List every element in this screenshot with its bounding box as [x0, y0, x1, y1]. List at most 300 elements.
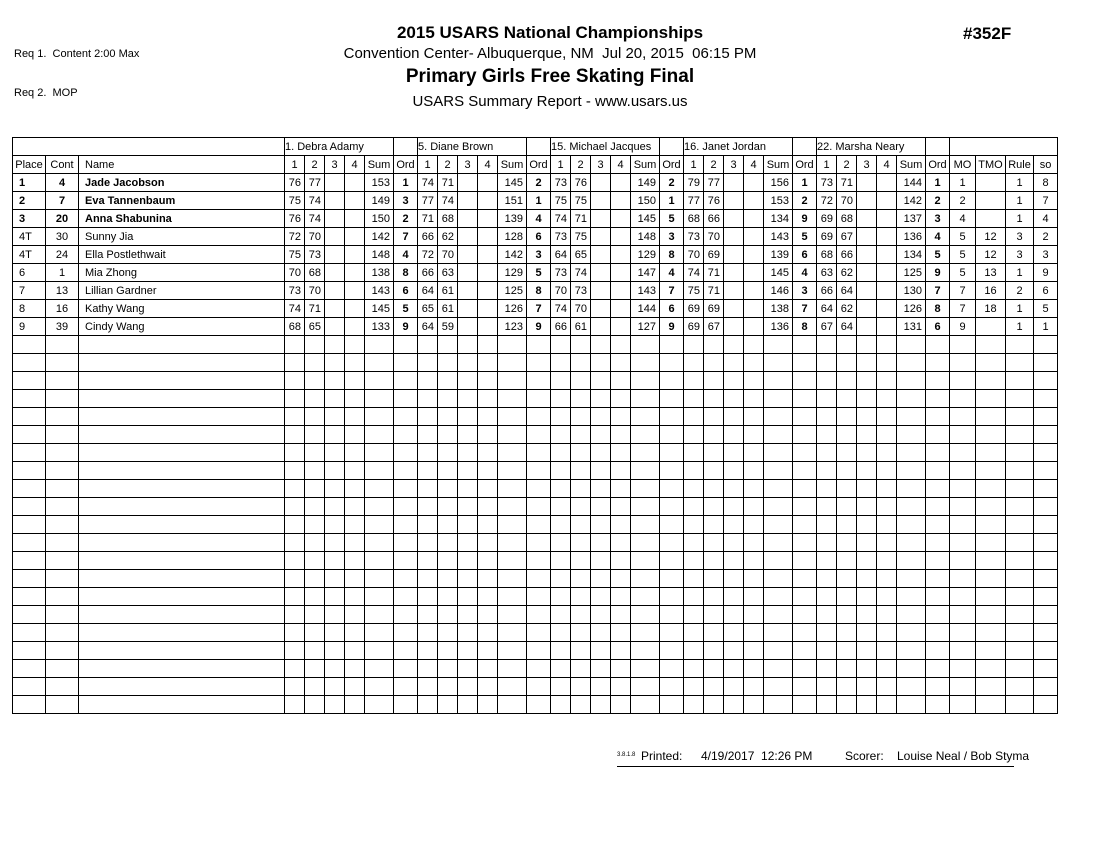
empty-cell [704, 480, 724, 498]
sum-cell: 127 [631, 318, 660, 336]
empty-cell [345, 570, 365, 588]
score-cell [611, 318, 631, 336]
empty-cell [744, 606, 764, 624]
empty-cell [976, 372, 1006, 390]
empty-cell [764, 426, 793, 444]
empty-row [13, 552, 1058, 570]
empty-cell [631, 444, 660, 462]
score-cell: 73 [285, 282, 305, 300]
empty-cell [744, 336, 764, 354]
empty-cell [976, 534, 1006, 552]
empty-cell [877, 534, 897, 552]
score-cell: 68 [305, 264, 325, 282]
empty-cell [498, 354, 527, 372]
empty-cell [897, 480, 926, 498]
empty-cell [950, 444, 976, 462]
empty-cell [571, 516, 591, 534]
event-number: #352F [963, 24, 1012, 43]
empty-cell [79, 408, 285, 426]
empty-cell [631, 390, 660, 408]
empty-cell [394, 408, 418, 426]
empty-cell [1034, 408, 1058, 426]
score-cell [345, 318, 365, 336]
empty-cell [527, 678, 551, 696]
score-cell [724, 192, 744, 210]
empty-cell [837, 444, 857, 462]
score-cell [345, 228, 365, 246]
empty-cell [1034, 552, 1058, 570]
empty-cell [438, 570, 458, 588]
empty-cell [926, 372, 950, 390]
empty-cell [438, 606, 458, 624]
empty-cell [857, 588, 877, 606]
tmo-cell: 18 [976, 300, 1006, 318]
score-cell: 76 [285, 174, 305, 192]
score-cell [744, 192, 764, 210]
empty-cell [527, 498, 551, 516]
spacer-cell [13, 138, 285, 156]
empty-cell [660, 426, 684, 444]
score-cell: 71 [418, 210, 438, 228]
empty-cell [1034, 624, 1058, 642]
empty-cell [976, 588, 1006, 606]
empty-cell [744, 678, 764, 696]
empty-cell [837, 372, 857, 390]
empty-cell [926, 516, 950, 534]
empty-cell [976, 642, 1006, 660]
empty-cell [744, 462, 764, 480]
so-cell: 7 [1034, 192, 1058, 210]
so-cell: 2 [1034, 228, 1058, 246]
empty-cell [365, 534, 394, 552]
score-cell: 59 [438, 318, 458, 336]
score-cell [458, 192, 478, 210]
judge-name-cell: 5. Diane Brown [418, 138, 527, 156]
empty-cell [79, 426, 285, 444]
score-cell: 66 [837, 246, 857, 264]
empty-row [13, 516, 1058, 534]
contestant-number-cell: 39 [46, 318, 79, 336]
empty-cell [837, 696, 857, 714]
empty-cell [704, 426, 724, 444]
empty-cell [325, 390, 345, 408]
empty-cell [817, 678, 837, 696]
empty-cell [1034, 336, 1058, 354]
empty-cell [631, 516, 660, 534]
empty-cell [438, 498, 458, 516]
sum-cell: 138 [764, 300, 793, 318]
empty-cell [704, 534, 724, 552]
empty-cell [345, 408, 365, 426]
empty-cell [793, 624, 817, 642]
sum-cell: 144 [631, 300, 660, 318]
cont-header: Cont [46, 156, 79, 174]
empty-cell [926, 552, 950, 570]
empty-cell [498, 552, 527, 570]
tmo-cell: 12 [976, 228, 1006, 246]
empty-cell [764, 606, 793, 624]
right-col-header: MO [950, 156, 976, 174]
sum-cell: 137 [897, 210, 926, 228]
empty-cell [478, 390, 498, 408]
score-col-header: 3 [458, 156, 478, 174]
empty-cell [926, 696, 950, 714]
empty-cell [394, 390, 418, 408]
empty-cell [345, 336, 365, 354]
empty-cell [950, 426, 976, 444]
empty-cell [438, 516, 458, 534]
empty-cell [345, 606, 365, 624]
skater-name-cell: Ella Postlethwait [79, 246, 285, 264]
empty-cell [793, 372, 817, 390]
empty-cell [877, 444, 897, 462]
empty-cell [365, 480, 394, 498]
score-cell [345, 282, 365, 300]
empty-cell [345, 552, 365, 570]
score-cell [458, 282, 478, 300]
empty-cell [877, 372, 897, 390]
empty-cell [527, 570, 551, 588]
empty-cell [345, 624, 365, 642]
score-col-header: Sum [631, 156, 660, 174]
empty-cell [976, 462, 1006, 480]
empty-cell [571, 660, 591, 678]
empty-cell [285, 498, 305, 516]
empty-cell [631, 624, 660, 642]
empty-cell [478, 336, 498, 354]
empty-cell [744, 696, 764, 714]
empty-cell [877, 426, 897, 444]
empty-cell [438, 408, 458, 426]
empty-cell [684, 462, 704, 480]
score-cell [857, 300, 877, 318]
empty-row [13, 642, 1058, 660]
empty-cell [976, 444, 1006, 462]
empty-cell [458, 408, 478, 426]
empty-cell [744, 390, 764, 408]
empty-cell [13, 570, 46, 588]
empty-cell [345, 390, 365, 408]
score-cell [458, 264, 478, 282]
score-col-header: 1 [684, 156, 704, 174]
empty-cell [764, 570, 793, 588]
score-cell: 62 [438, 228, 458, 246]
empty-cell [285, 516, 305, 534]
empty-cell [551, 498, 571, 516]
empty-cell [976, 354, 1006, 372]
score-col-header: Sum [498, 156, 527, 174]
empty-cell [498, 336, 527, 354]
sum-cell: 145 [365, 300, 394, 318]
empty-cell [285, 552, 305, 570]
empty-cell [611, 660, 631, 678]
score-cell [325, 174, 345, 192]
empty-cell [571, 570, 591, 588]
empty-cell [394, 426, 418, 444]
score-cell: 73 [305, 246, 325, 264]
empty-cell [478, 660, 498, 678]
score-cell [478, 210, 498, 228]
score-cell [591, 264, 611, 282]
empty-cell [478, 624, 498, 642]
contestant-number-cell: 30 [46, 228, 79, 246]
empty-cell [877, 624, 897, 642]
score-cell [478, 174, 498, 192]
empty-cell [438, 696, 458, 714]
empty-cell [527, 552, 551, 570]
empty-cell [418, 480, 438, 498]
score-col-header: 4 [478, 156, 498, 174]
skater-row [13, 228, 1058, 246]
score-cell [458, 318, 478, 336]
empty-cell [551, 444, 571, 462]
empty-cell [325, 516, 345, 534]
empty-cell [1034, 588, 1058, 606]
mo-cell: 4 [950, 210, 976, 228]
empty-cell [764, 660, 793, 678]
empty-cell [926, 498, 950, 516]
rule-cell: 1 [1006, 318, 1034, 336]
empty-cell [438, 624, 458, 642]
ordinal-cell: 3 [660, 228, 684, 246]
empty-cell [571, 696, 591, 714]
score-cell [458, 300, 478, 318]
empty-cell [950, 516, 976, 534]
empty-cell [551, 534, 571, 552]
score-cell: 68 [285, 318, 305, 336]
empty-cell [877, 696, 897, 714]
empty-cell [704, 660, 724, 678]
empty-cell [458, 696, 478, 714]
empty-cell [897, 390, 926, 408]
empty-cell [13, 480, 46, 498]
ordinal-cell: 5 [793, 228, 817, 246]
empty-cell [631, 354, 660, 372]
empty-cell [631, 462, 660, 480]
sum-cell: 143 [764, 228, 793, 246]
score-cell: 71 [438, 174, 458, 192]
empty-cell [857, 372, 877, 390]
empty-cell [305, 498, 325, 516]
empty-cell [1006, 534, 1034, 552]
empty-cell [897, 624, 926, 642]
rule-cell: 1 [1006, 192, 1034, 210]
empty-cell [527, 480, 551, 498]
empty-cell [571, 606, 591, 624]
ordinal-cell: 6 [793, 246, 817, 264]
score-cell: 69 [704, 246, 724, 264]
empty-cell [478, 426, 498, 444]
score-cell [744, 174, 764, 192]
empty-cell [46, 642, 79, 660]
score-cell: 73 [684, 228, 704, 246]
rule-cell: 1 [1006, 174, 1034, 192]
empty-cell [13, 462, 46, 480]
empty-cell [793, 390, 817, 408]
score-cell [877, 210, 897, 228]
empty-cell [345, 678, 365, 696]
empty-cell [817, 480, 837, 498]
empty-cell [365, 552, 394, 570]
empty-cell [591, 498, 611, 516]
empty-cell [764, 462, 793, 480]
empty-cell [551, 642, 571, 660]
score-cell: 69 [684, 300, 704, 318]
empty-cell [857, 516, 877, 534]
sum-cell: 131 [897, 318, 926, 336]
empty-cell [591, 516, 611, 534]
contestant-number-cell: 20 [46, 210, 79, 228]
empty-cell [345, 462, 365, 480]
empty-cell [551, 372, 571, 390]
empty-cell [877, 552, 897, 570]
empty-cell [793, 606, 817, 624]
score-cell: 76 [285, 210, 305, 228]
score-cell [744, 300, 764, 318]
empty-cell [897, 606, 926, 624]
score-cell: 62 [837, 300, 857, 318]
empty-cell [793, 336, 817, 354]
sum-cell: 153 [365, 174, 394, 192]
empty-cell [478, 606, 498, 624]
empty-cell [976, 660, 1006, 678]
empty-cell [418, 354, 438, 372]
empty-cell [551, 606, 571, 624]
place-cell: 9 [13, 318, 46, 336]
score-cell [857, 174, 877, 192]
empty-cell [571, 534, 591, 552]
empty-cell [551, 678, 571, 696]
empty-cell [285, 588, 305, 606]
score-col-header: 2 [704, 156, 724, 174]
empty-cell [857, 462, 877, 480]
empty-cell [571, 498, 591, 516]
skater-row [13, 264, 1058, 282]
ordinal-cell: 9 [527, 318, 551, 336]
ordinal-cell: 6 [926, 318, 950, 336]
score-cell: 70 [684, 246, 704, 264]
score-cell: 70 [704, 228, 724, 246]
score-cell: 65 [305, 318, 325, 336]
sum-cell: 151 [498, 192, 527, 210]
ordinal-cell: 8 [793, 318, 817, 336]
printed-label: Printed: [641, 749, 683, 763]
empty-row [13, 390, 1058, 408]
empty-cell [305, 336, 325, 354]
empty-cell [660, 696, 684, 714]
empty-row [13, 624, 1058, 642]
empty-cell [950, 408, 976, 426]
empty-cell [1006, 678, 1034, 696]
empty-cell [46, 534, 79, 552]
empty-cell [1006, 660, 1034, 678]
empty-cell [527, 408, 551, 426]
so-cell: 6 [1034, 282, 1058, 300]
empty-row [13, 660, 1058, 678]
empty-cell [305, 678, 325, 696]
printed-timestamp: 4/19/2017 12:26 PM [701, 749, 813, 763]
score-cell [591, 300, 611, 318]
empty-cell [724, 552, 744, 570]
empty-cell [660, 354, 684, 372]
empty-cell [305, 570, 325, 588]
empty-cell [631, 498, 660, 516]
ordinal-cell: 8 [660, 246, 684, 264]
score-cell: 74 [571, 264, 591, 282]
empty-row [13, 354, 1058, 372]
scorer-names: Louise Neal / Bob Styma [897, 749, 1030, 763]
empty-cell [926, 660, 950, 678]
mo-cell: 5 [950, 264, 976, 282]
empty-cell [897, 444, 926, 462]
empty-cell [46, 552, 79, 570]
score-cell [591, 228, 611, 246]
empty-cell [458, 588, 478, 606]
score-cell: 67 [837, 228, 857, 246]
skater-row [13, 282, 1058, 300]
score-cell: 68 [817, 246, 837, 264]
empty-cell [418, 372, 438, 390]
score-col-header: Sum [365, 156, 394, 174]
empty-cell [684, 336, 704, 354]
empty-cell [527, 642, 551, 660]
score-cell [591, 192, 611, 210]
score-cell: 74 [285, 300, 305, 318]
empty-cell [817, 552, 837, 570]
ordinal-cell: 4 [926, 228, 950, 246]
empty-cell [724, 678, 744, 696]
empty-cell [46, 606, 79, 624]
score-cell [857, 228, 877, 246]
ordinal-cell: 7 [926, 282, 950, 300]
empty-cell [498, 678, 527, 696]
empty-cell [764, 696, 793, 714]
empty-cell [857, 606, 877, 624]
score-cell: 75 [551, 192, 571, 210]
empty-row [13, 462, 1058, 480]
empty-cell [684, 588, 704, 606]
empty-cell [46, 498, 79, 516]
score-col-header: 2 [571, 156, 591, 174]
empty-cell [418, 390, 438, 408]
empty-cell [438, 462, 458, 480]
empty-cell [325, 624, 345, 642]
empty-cell [365, 462, 394, 480]
empty-cell [418, 462, 438, 480]
empty-cell [79, 552, 285, 570]
empty-cell [877, 462, 897, 480]
empty-cell [631, 570, 660, 588]
empty-cell [325, 570, 345, 588]
empty-cell [793, 444, 817, 462]
empty-cell [704, 642, 724, 660]
ordinal-cell: 5 [527, 264, 551, 282]
empty-cell [724, 588, 744, 606]
empty-cell [950, 552, 976, 570]
empty-cell [79, 480, 285, 498]
empty-cell [498, 624, 527, 642]
ordinal-cell: 4 [793, 264, 817, 282]
empty-cell [365, 678, 394, 696]
empty-cell [611, 480, 631, 498]
score-cell: 66 [418, 228, 438, 246]
empty-cell [478, 552, 498, 570]
empty-cell [418, 696, 438, 714]
score-cell [458, 246, 478, 264]
sum-cell: 150 [365, 210, 394, 228]
empty-cell [926, 354, 950, 372]
empty-cell [394, 660, 418, 678]
